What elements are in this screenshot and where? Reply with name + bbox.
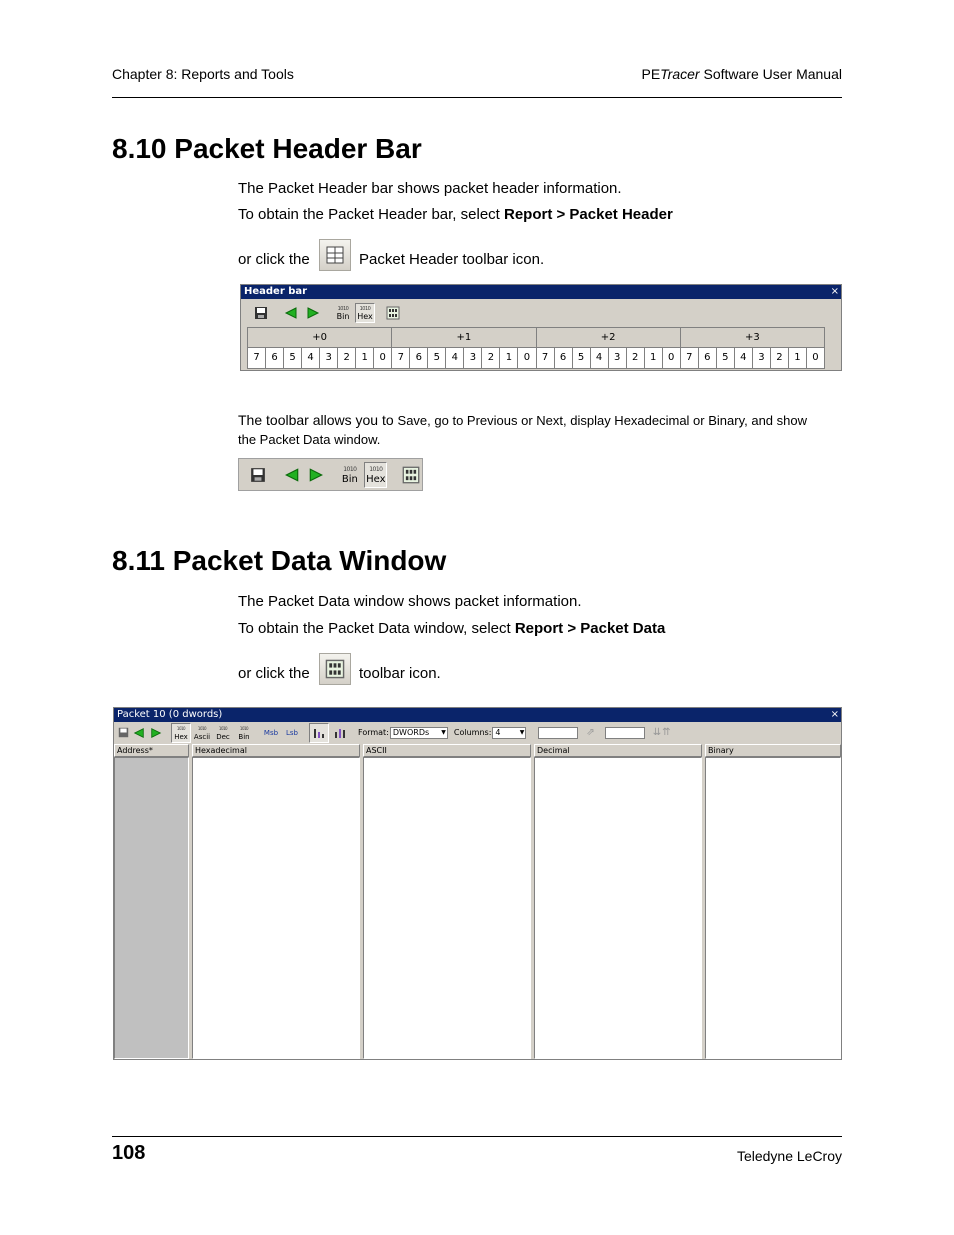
- find-previous-icon[interactable]: ⇈: [662, 727, 671, 738]
- header-bar-toolbar: [241, 299, 841, 324]
- window-title: Packet 10 (0 dwords): [117, 709, 223, 720]
- header-rule: [112, 97, 842, 98]
- paragraph: [238, 620, 665, 637]
- paragraph: or click the: [238, 665, 310, 682]
- arrow-left-icon: [284, 306, 298, 320]
- bit-cell[interactable]: 4: [591, 348, 609, 369]
- close-icon[interactable]: ×: [830, 286, 839, 297]
- columns-icon: [334, 727, 346, 739]
- bit-cell[interactable]: 7: [537, 348, 555, 369]
- next-button[interactable]: [148, 723, 164, 743]
- manual-italic: Tracer: [660, 66, 700, 82]
- running-header-chapter: Chapter 8: Reports and Tools: [112, 66, 294, 82]
- save-button[interactable]: [247, 463, 270, 487]
- paragraph: or click the: [238, 251, 310, 268]
- bit-cell[interactable]: 4: [735, 348, 753, 369]
- address-column: [114, 744, 189, 1059]
- packet-header-toolbar-icon[interactable]: [319, 239, 351, 271]
- enlarged-toolbar: [238, 458, 423, 491]
- footer-company: Teledyne LeCroy: [736, 1148, 842, 1164]
- bit-cell[interactable]: 5: [573, 348, 591, 369]
- save-icon: [118, 727, 129, 738]
- previous-button[interactable]: [282, 463, 303, 487]
- toolbar-description: [238, 411, 848, 449]
- offset-cell: +2: [537, 328, 681, 348]
- bits-icon: 1010: [176, 725, 186, 731]
- close-icon[interactable]: ×: [830, 709, 839, 720]
- paragraph: Packet Header toolbar icon.: [359, 251, 545, 268]
- hex-view-button[interactable]: [171, 723, 191, 743]
- format-select[interactable]: [390, 727, 448, 739]
- bits-icon: 1010: [337, 306, 349, 312]
- column-header[interactable]: Binary: [705, 744, 841, 757]
- bits-icon: 1010: [359, 306, 371, 312]
- previous-button[interactable]: [131, 723, 147, 743]
- decimal-view-button[interactable]: [213, 723, 233, 743]
- hexadecimal-column: [192, 744, 360, 1059]
- arrow-right-icon: [150, 727, 162, 739]
- next-button[interactable]: [303, 303, 323, 323]
- bit-cell[interactable]: 1: [645, 348, 663, 369]
- offset-row: [247, 327, 825, 348]
- binary-button[interactable]: [338, 462, 361, 488]
- window-title: Header bar: [244, 286, 308, 297]
- bit-cell[interactable]: 2: [627, 348, 645, 369]
- packet-data-titlebar: [114, 708, 841, 722]
- search-field[interactable]: [538, 727, 578, 739]
- button-label: Bin: [238, 732, 250, 741]
- bits-icon: 1010: [343, 465, 357, 473]
- offset-cell: +3: [681, 328, 825, 348]
- bit-cell[interactable]: 1: [789, 348, 807, 369]
- previous-button[interactable]: [281, 303, 301, 323]
- save-button[interactable]: [251, 303, 271, 323]
- offset-cell: +0: [248, 328, 392, 348]
- button-label: Hex: [174, 732, 188, 741]
- bar-view-button[interactable]: [309, 723, 329, 743]
- header-bits-grid: [247, 327, 825, 369]
- arrow-left-icon: [284, 467, 300, 483]
- arrow-left-icon: [133, 727, 145, 739]
- chevron-down-icon: ▼: [519, 728, 525, 736]
- button-label: Msb: [263, 728, 279, 737]
- button-label: Dec: [216, 732, 230, 741]
- column-header[interactable]: Address*: [114, 744, 189, 757]
- hex-label: Hex: [357, 312, 373, 321]
- lsb-button[interactable]: [282, 723, 302, 743]
- format-label: Format:: [358, 728, 389, 737]
- bit-cell[interactable]: 6: [410, 348, 428, 369]
- packet-data-icon: [325, 659, 345, 679]
- arrow-right-icon: [308, 467, 324, 483]
- bit-cell[interactable]: 5: [717, 348, 735, 369]
- bit-cell[interactable]: 5: [428, 348, 446, 369]
- bit-cell[interactable]: 3: [609, 348, 627, 369]
- bin-label: Bin: [341, 473, 358, 485]
- column-header[interactable]: ASCII: [363, 744, 531, 757]
- section-title-packet-data-window: 8.11 Packet Data Window: [112, 545, 447, 576]
- bar-chart-icon: [313, 727, 325, 739]
- hexadecimal-button[interactable]: [355, 303, 375, 323]
- button-label: Lsb: [286, 728, 298, 737]
- packet-data-columns: [114, 744, 841, 1059]
- ascii-pane[interactable]: [363, 757, 531, 1059]
- packet-data-icon: [386, 306, 400, 320]
- paragraph: The Packet Data window shows packet information.: [238, 593, 582, 610]
- bit-cell[interactable]: 7: [248, 348, 266, 369]
- binary-column: [705, 744, 841, 1059]
- column-view-button[interactable]: [330, 723, 350, 743]
- next-button[interactable]: [306, 463, 327, 487]
- bit-cell[interactable]: 6: [266, 348, 284, 369]
- bits-icon: 1010: [197, 725, 207, 731]
- binary-button[interactable]: [333, 303, 353, 323]
- save-icon: [250, 467, 266, 483]
- text: Save, go to Previous or Next, display Hexadecimal or Binary, and show: [397, 413, 807, 428]
- format-value: DWORDs: [392, 727, 430, 737]
- grid-icon: [326, 246, 344, 264]
- manual-suffix: Software User Manual: [699, 66, 842, 82]
- ascii-column: [363, 744, 531, 1059]
- msb-button[interactable]: [261, 723, 281, 743]
- paragraph: [238, 206, 673, 223]
- columns-value: 4: [495, 727, 501, 737]
- text: To obtain the Packet Data window, select: [238, 620, 515, 637]
- bit-cell[interactable]: 4: [446, 348, 464, 369]
- ascii-view-button[interactable]: [192, 723, 212, 743]
- button-label: Ascii: [193, 732, 211, 741]
- running-header-manual: [641, 66, 842, 82]
- bits-icon: 1010: [239, 725, 249, 731]
- bit-cell[interactable]: 1: [500, 348, 518, 369]
- bit-cell[interactable]: 0: [374, 348, 392, 369]
- bin-label: Bin: [336, 312, 350, 321]
- arrow-right-icon: [306, 306, 320, 320]
- bit-cell[interactable]: 0: [663, 348, 681, 369]
- section-title-packet-header-bar: 8.10 Packet Header Bar: [112, 133, 422, 164]
- bit-cell[interactable]: 5: [284, 348, 302, 369]
- bit-cell[interactable]: 1: [356, 348, 374, 369]
- save-button[interactable]: [116, 723, 130, 743]
- bit-cell[interactable]: 4: [302, 348, 320, 369]
- page-number: 108: [112, 1142, 146, 1164]
- decimal-column: [534, 744, 702, 1059]
- bit-cell[interactable]: 2: [482, 348, 500, 369]
- bit-cell[interactable]: 0: [807, 348, 825, 369]
- text: To obtain the Packet Header bar, select: [238, 206, 504, 223]
- bit-cell[interactable]: 3: [464, 348, 482, 369]
- bit-row: [247, 348, 825, 369]
- hex-label: Hex: [366, 473, 386, 485]
- bit-cell[interactable]: 2: [771, 348, 789, 369]
- columns-label: Columns:: [453, 728, 492, 737]
- goto-field[interactable]: [605, 727, 645, 739]
- menu-path: Report > Packet Header: [504, 206, 673, 223]
- paragraph: The Packet Header bar shows packet header information.: [238, 180, 622, 197]
- decimal-pane[interactable]: [534, 757, 702, 1059]
- bit-cell[interactable]: 7: [681, 348, 699, 369]
- bit-cell[interactable]: 6: [555, 348, 573, 369]
- packet-data-toolbar: [114, 722, 841, 743]
- offset-cell: +1: [392, 328, 536, 348]
- address-pane: [114, 757, 189, 1059]
- bits-icon: 1010: [369, 465, 383, 473]
- find-icon[interactable]: ⇗: [586, 727, 595, 738]
- header-bar-titlebar: [241, 285, 841, 299]
- menu-path: Report > Packet Data: [514, 620, 666, 637]
- binary-view-button[interactable]: [234, 723, 254, 743]
- bit-cell[interactable]: 0: [518, 348, 536, 369]
- manual-prefix: PE: [641, 66, 661, 82]
- columns-select[interactable]: [492, 727, 526, 739]
- hexadecimal-button[interactable]: [364, 462, 387, 488]
- bit-cell[interactable]: 3: [753, 348, 771, 369]
- bit-cell[interactable]: 6: [699, 348, 717, 369]
- packet-data-toolbar-icon[interactable]: [319, 653, 351, 685]
- find-next-icon[interactable]: ⇊: [652, 727, 662, 738]
- binary-pane[interactable]: [705, 757, 841, 1059]
- hexadecimal-pane[interactable]: [192, 757, 360, 1059]
- paragraph: toolbar icon.: [359, 665, 441, 682]
- bit-cell[interactable]: 7: [392, 348, 410, 369]
- packet-data-window: [113, 707, 842, 1060]
- bit-cell[interactable]: 3: [320, 348, 338, 369]
- header-bar-window: [240, 284, 842, 371]
- chevron-down-icon: ▼: [441, 728, 446, 736]
- save-icon: [254, 306, 268, 320]
- text: the Packet Data window.: [238, 432, 381, 447]
- text: The toolbar allows you to: [238, 412, 398, 428]
- packet-data-window-button[interactable]: [383, 303, 403, 323]
- bit-cell[interactable]: 2: [338, 348, 356, 369]
- column-header[interactable]: Hexadecimal: [192, 744, 360, 757]
- packet-data-window-button[interactable]: [399, 463, 422, 487]
- packet-data-icon: [402, 466, 420, 484]
- bits-icon: 1010: [218, 725, 228, 731]
- footer-rule: [112, 1136, 842, 1137]
- column-header[interactable]: Decimal: [534, 744, 702, 757]
